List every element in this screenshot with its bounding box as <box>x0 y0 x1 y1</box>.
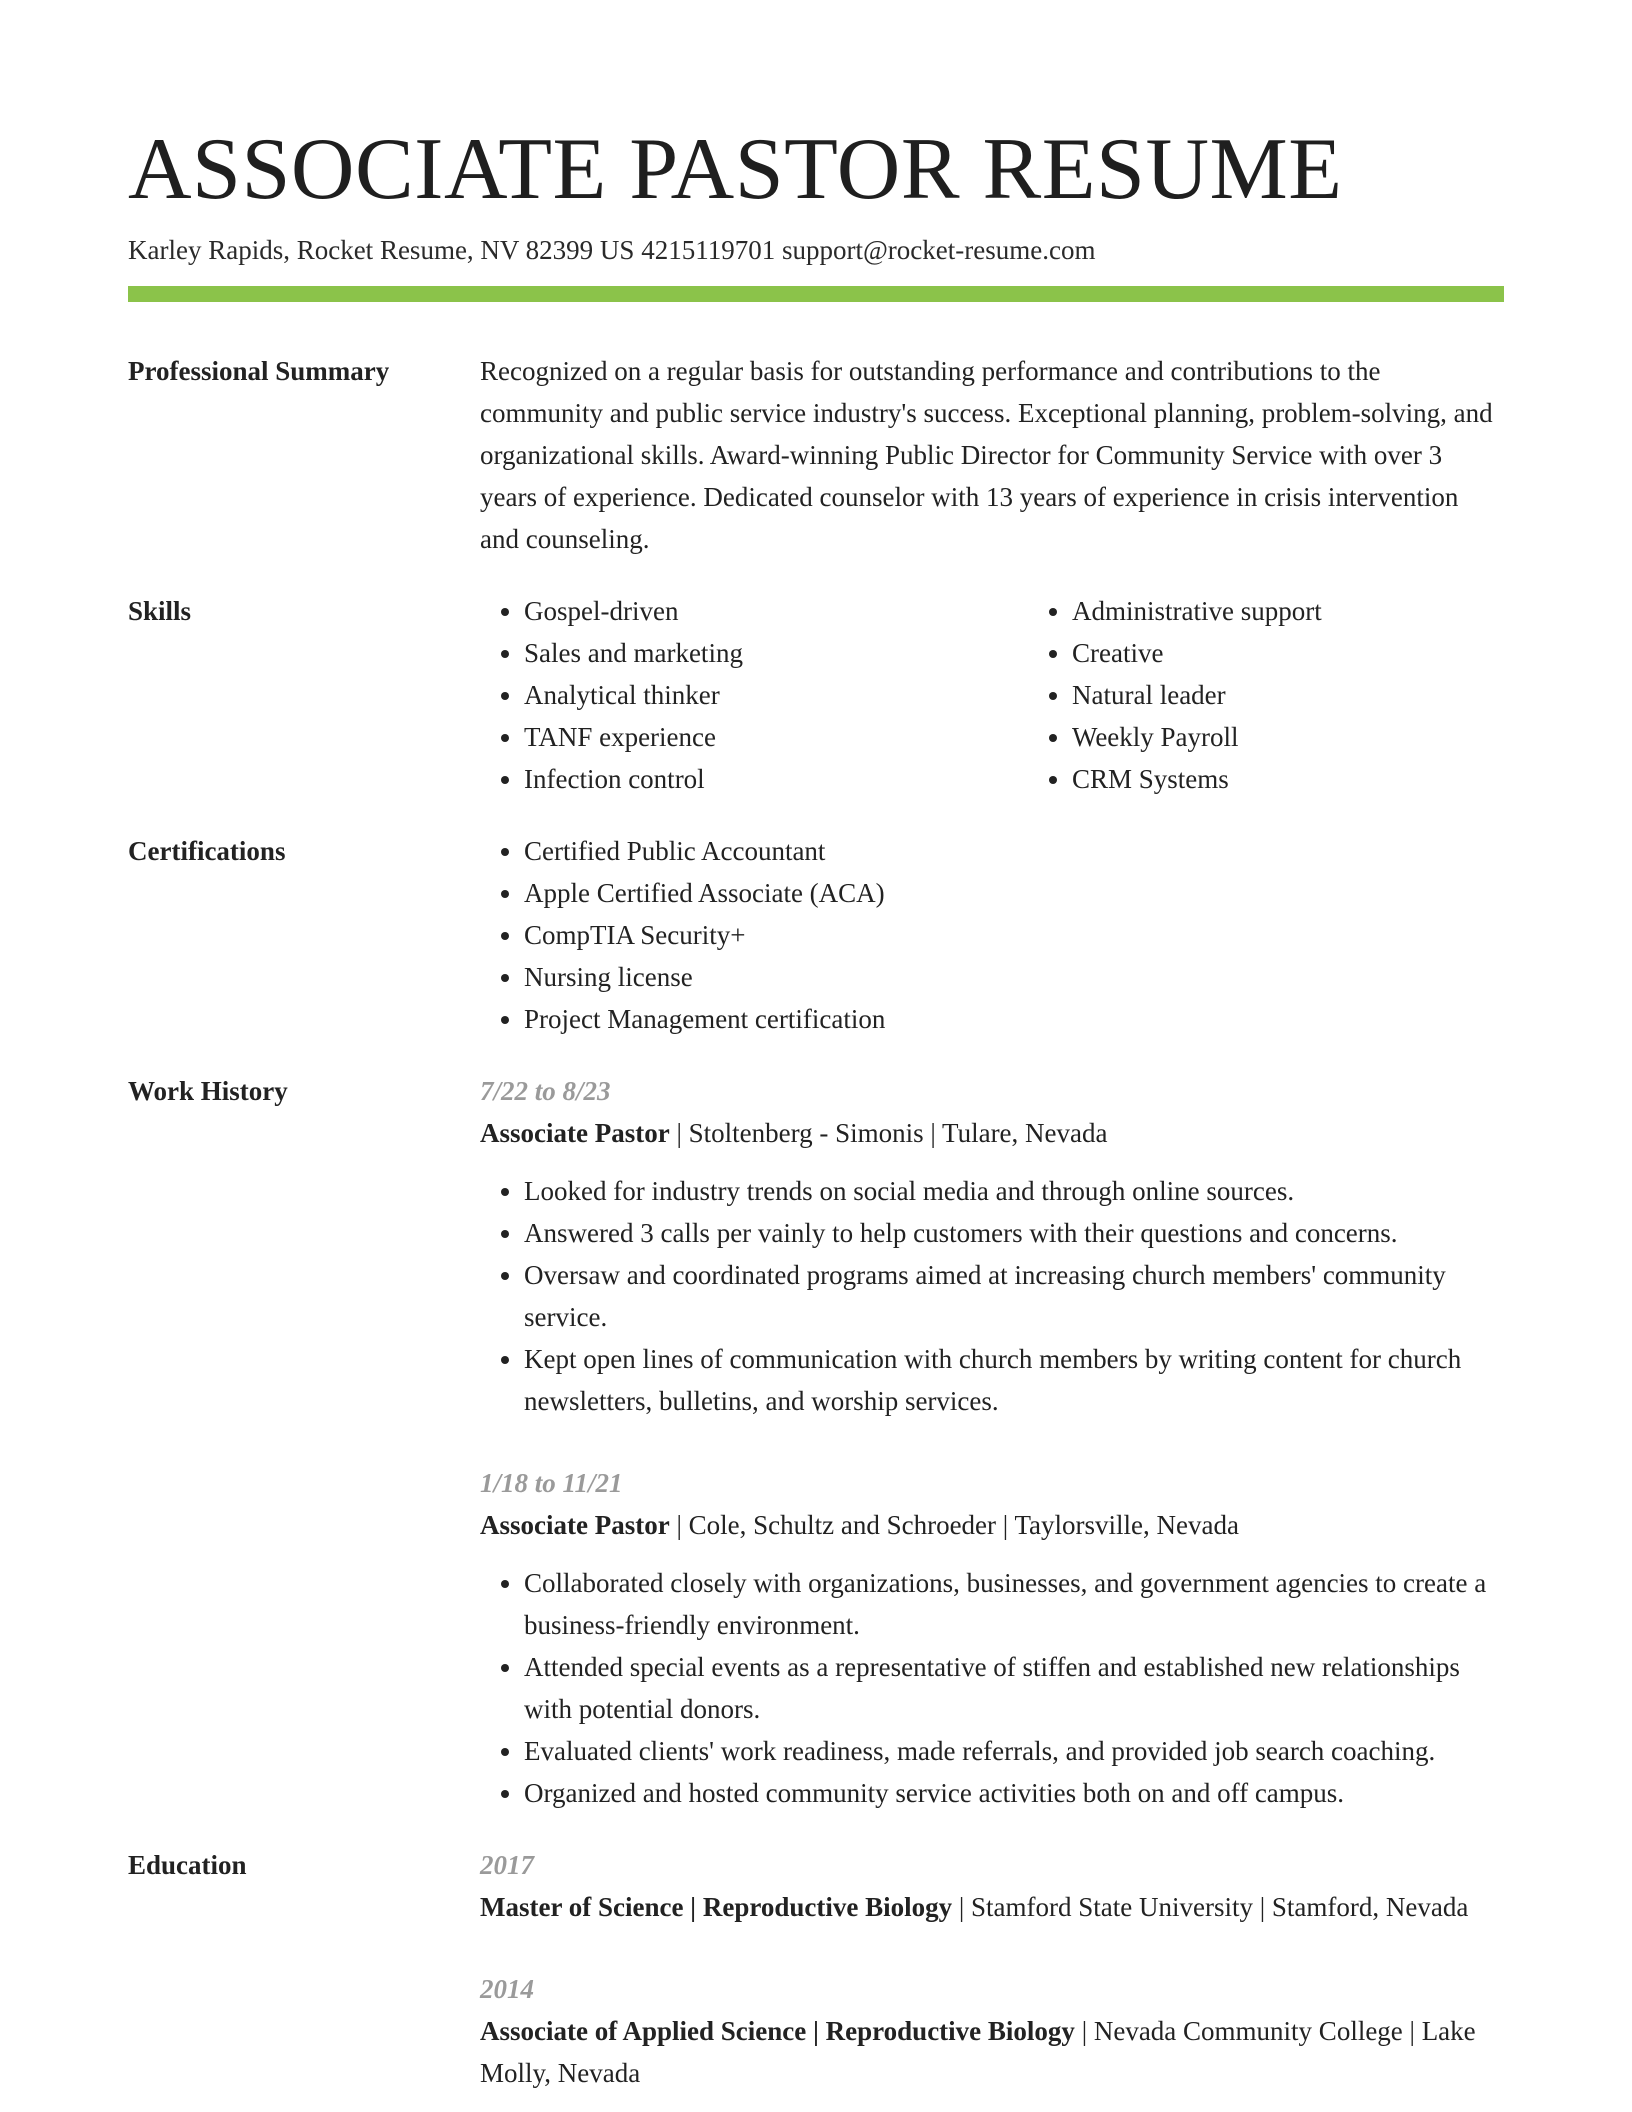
list-item: • Organized and hosted community service activities both on and off campus. <box>524 1772 1504 1814</box>
section-label: Skills <box>128 596 192 626</box>
job-entry <box>480 1462 1504 1814</box>
job-title: Associate Pastor <box>480 1118 670 1148</box>
education-heading <box>480 2010 1504 2094</box>
list-item: • Looked for industry trends on social media and through online sources. <box>524 1170 1504 1212</box>
education-year: 2017 <box>480 1850 534 1880</box>
summary-section <box>128 350 1504 560</box>
work-history-section <box>128 1070 1504 1814</box>
list-item: • Natural leader <box>1072 674 1576 716</box>
list-item: • Nursing license <box>524 956 1504 998</box>
list-item: • TANF experience <box>524 716 1028 758</box>
job-title: Associate Pastor <box>480 1510 670 1540</box>
section-label: Education <box>128 1850 247 1880</box>
education-entry <box>480 1968 1504 2094</box>
education-year: 2014 <box>480 1974 534 2004</box>
section-label: Certifications <box>128 836 286 866</box>
list-item: • Evaluated clients' work readiness, made referrals, and provided job search coaching. <box>524 1730 1504 1772</box>
list-item: • Sales and marketing <box>524 632 1028 674</box>
job-date: 7/22 to 8/23 <box>480 1076 611 1106</box>
job-bullets <box>480 1170 1504 1422</box>
job-details: | Cole, Schultz and Schroeder | Taylorsville, Nevada <box>669 1510 1239 1540</box>
job-details: | Stoltenberg - Simonis | Tulare, Nevada <box>669 1118 1108 1148</box>
job-heading <box>480 1504 1504 1546</box>
list-item: • Project Management certification <box>524 998 1504 1040</box>
job-date: 1/18 to 11/21 <box>480 1468 623 1498</box>
resume-page <box>128 120 1504 2094</box>
job-heading <box>480 1112 1504 1154</box>
education-heading <box>480 1886 1504 1928</box>
certifications-list <box>480 830 1504 1040</box>
resume-title: ASSOCIATE PASTOR RESUME <box>128 121 1343 218</box>
accent-divider <box>128 286 1504 302</box>
list-item: • Gospel-driven <box>524 590 1028 632</box>
degree: Master of Science | Reproductive Biology <box>480 1892 953 1922</box>
job-entry <box>480 1070 1504 1422</box>
section-label: Professional Summary <box>128 356 390 386</box>
list-item: • Analytical thinker <box>524 674 1028 716</box>
education-section <box>128 1844 1504 2094</box>
list-item: • Certified Public Accountant <box>524 830 1504 872</box>
degree: Associate of Applied Science | Reproductive Biology <box>480 2016 1075 2046</box>
skills-list-left <box>480 590 1028 800</box>
skills-list-right <box>1028 590 1576 800</box>
section-label: Work History <box>128 1076 288 1106</box>
skills-section <box>128 590 1504 800</box>
contact-line: Karley Rapids, Rocket Resume, NV 82399 US 4215119701 support@rocket-resume.com <box>128 235 1096 265</box>
list-item: • CompTIA Security+ <box>524 914 1504 956</box>
certifications-section <box>128 830 1504 1040</box>
education-entry <box>480 1844 1504 1928</box>
list-item: • Apple Certified Associate (ACA) <box>524 872 1504 914</box>
summary-text: Recognized on a regular basis for outstanding performance and contributions to the community and public service industry's success. Exceptional planning, problem-solving, and organizational skills. Award-winning Public Director for Community Service with over 3 years of experience. Dedicated counselor with 13 years of experience in crisis intervention and counseling. <box>480 356 1493 554</box>
list-item: • Kept open lines of communication with church members by writing content for church newsletters, bulletins, and worship services. <box>524 1338 1504 1422</box>
list-item: • Oversaw and coordinated programs aimed at increasing church members' community service. <box>524 1254 1504 1338</box>
list-item: • Answered 3 calls per vainly to help customers with their questions and concerns. <box>524 1212 1504 1254</box>
school: | Stamford State University | Stamford, Nevada <box>952 1892 1469 1922</box>
list-item: • Infection control <box>524 758 1028 800</box>
list-item: • Collaborated closely with organizations, businesses, and government agencies to create a business-friendly environment. <box>524 1562 1504 1646</box>
list-item: • Administrative support <box>1072 590 1576 632</box>
job-bullets <box>480 1562 1504 1814</box>
list-item: • Creative <box>1072 632 1576 674</box>
list-item: • Attended special events as a representative of stiffen and established new relationships with potential donors. <box>524 1646 1504 1730</box>
list-item: • Weekly Payroll <box>1072 716 1576 758</box>
school: | Nevada Community College | Lake Molly, Nevada <box>480 2016 1476 2088</box>
list-item: • CRM Systems <box>1072 758 1576 800</box>
